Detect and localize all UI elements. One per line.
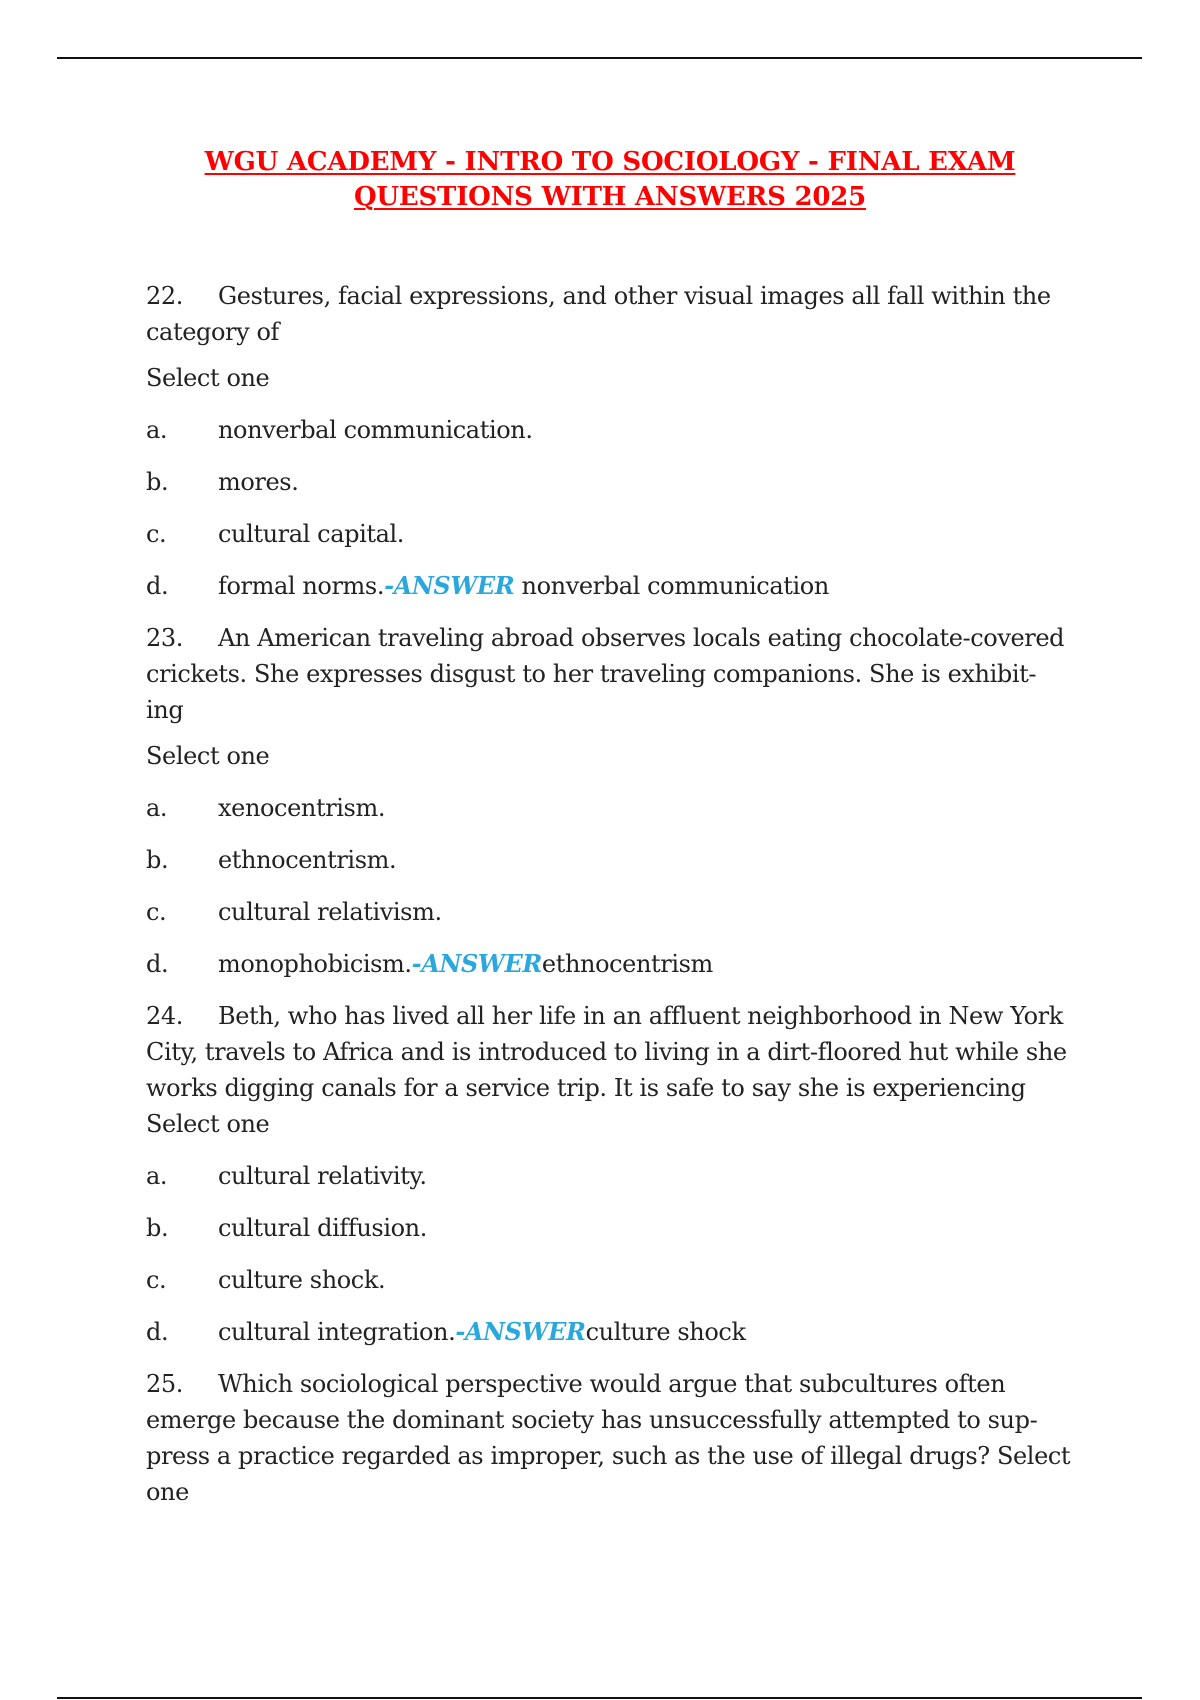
option-letter: b.	[146, 1214, 169, 1242]
option-text: cultural diffusion.	[218, 1214, 427, 1242]
bottom-rule	[57, 1697, 1142, 1699]
question-25	[146, 1366, 1076, 1510]
option-a	[146, 1158, 1076, 1194]
option-c	[146, 1262, 1076, 1298]
question-stem	[146, 998, 1076, 1142]
option-text: ethnocentrism.	[218, 846, 397, 874]
question-number: 23.	[146, 624, 183, 652]
option-b	[146, 1210, 1076, 1246]
question-stem	[146, 278, 1076, 350]
top-rule	[57, 57, 1142, 59]
question-text: An American traveling abroad observes locals eating chocolate-covered crickets. She expresses disgust to her traveling companions. She is exhibit- ing	[146, 624, 1065, 724]
document-title: WGU ACADEMY - INTRO TO SOCIOLOGY - FINAL EXAM QUESTIONS WITH ANSWERS 2025	[204, 147, 1016, 212]
answer-tag: -ANSWER	[455, 1317, 586, 1346]
question-text: Gestures, facial expressions, and other visual images all fall within the category of	[146, 282, 1051, 346]
option-letter: d.	[146, 572, 169, 600]
question-22	[146, 278, 1076, 604]
option-letter: b.	[146, 468, 169, 496]
option-c	[146, 894, 1076, 930]
option-a	[146, 790, 1076, 826]
option-b	[146, 464, 1076, 500]
option-b	[146, 842, 1076, 878]
question-list	[146, 278, 1076, 1520]
answer-tag: -ANSWER	[411, 949, 542, 978]
question-number: 24.	[146, 1002, 183, 1030]
option-d	[146, 1314, 1076, 1350]
answer-text: culture shock	[585, 1318, 746, 1346]
option-a	[146, 412, 1076, 448]
option-letter: c.	[146, 520, 167, 548]
option-letter: d.	[146, 1318, 169, 1346]
option-text: cultural relativism.	[218, 898, 442, 926]
option-text: nonverbal communication.	[218, 416, 533, 444]
question-number: 25.	[146, 1370, 183, 1398]
option-letter: a.	[146, 794, 168, 822]
option-text: cultural integration.	[218, 1318, 456, 1346]
answer-text: nonverbal communication	[514, 572, 829, 600]
question-stem	[146, 1366, 1076, 1510]
option-text: culture shock.	[218, 1266, 386, 1294]
select-one-label: Select one	[146, 742, 270, 770]
question-24	[146, 998, 1076, 1350]
option-letter: c.	[146, 898, 167, 926]
question-number: 22.	[146, 282, 183, 310]
option-c	[146, 516, 1076, 552]
answer-text: ethnocentrism	[541, 950, 713, 978]
option-letter: a.	[146, 1162, 168, 1190]
option-text: cultural capital.	[218, 520, 405, 548]
option-letter: a.	[146, 416, 168, 444]
answer-tag: -ANSWER	[384, 571, 515, 600]
option-letter: b.	[146, 846, 169, 874]
question-stem	[146, 620, 1076, 728]
option-text: cultural relativity.	[218, 1162, 427, 1190]
option-text: mores.	[218, 468, 299, 496]
option-text: formal norms.	[218, 572, 385, 600]
option-letter: d.	[146, 950, 169, 978]
option-d	[146, 568, 1076, 604]
question-text: Which sociological perspective would argue that subcultures often emerge because the dominant society has unsuccessfully attempted to sup- press a practice regarded as improper, such as the use of illegal drugs? Select one	[146, 1370, 1071, 1506]
option-text: monophobicism.	[218, 950, 412, 978]
option-text: xenocentrism.	[218, 794, 386, 822]
question-23	[146, 620, 1076, 982]
select-one-label: Select one	[146, 364, 270, 392]
option-letter: c.	[146, 1266, 167, 1294]
question-text: Beth, who has lived all her life in an affluent neighborhood in New York City, travels to Africa and is introduced to living in a dirt-floored hut while she works digging canals for a service trip. It is safe to say she is experiencing Select one	[146, 1002, 1067, 1138]
option-d	[146, 946, 1076, 982]
